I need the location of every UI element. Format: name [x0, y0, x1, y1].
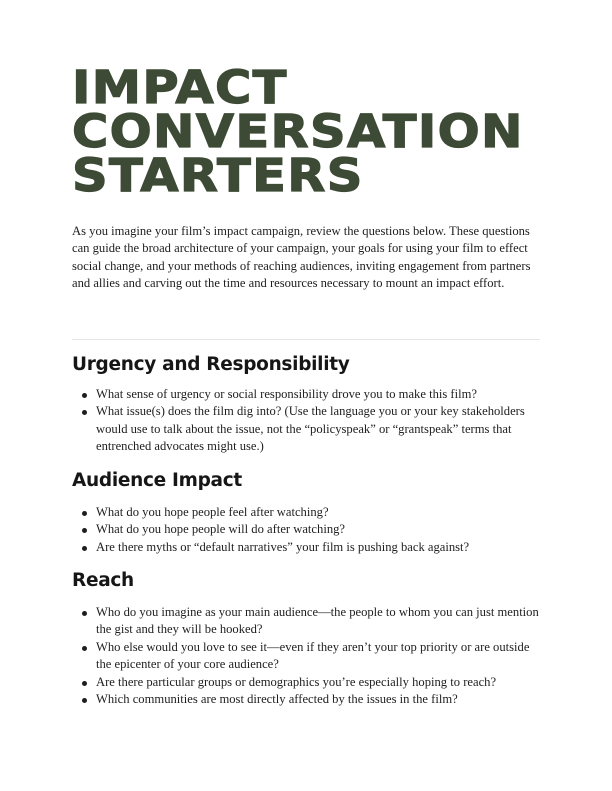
list-item: Who do you imagine as your main audience—the people to whom you can just mention the gist and they will be hooked?	[72, 604, 540, 639]
section-divider	[72, 339, 540, 340]
list-item: Are there particular groups or demographics you’re especially hoping to reach?	[72, 674, 540, 691]
list-item: What do you hope people feel after watching?	[72, 504, 540, 521]
section-reach	[72, 570, 540, 708]
list-item: What do you hope people will do after watching?	[72, 521, 540, 538]
section-heading: Urgency and Responsibility	[72, 354, 350, 375]
section-urgency-and-responsibility	[72, 354, 540, 456]
section-audience-impact	[72, 470, 540, 556]
page-title	[72, 61, 524, 202]
list-item: Which communities are most directly affected by the issues in the film?	[72, 691, 540, 708]
list-item: Are there myths or “default narratives” your film is pushing back against?	[72, 539, 540, 556]
section-heading: Audience Impact	[72, 470, 242, 491]
title-line-3: STARTERS	[72, 149, 364, 202]
question-list	[72, 504, 540, 556]
list-item: What sense of urgency or social responsibility drove you to make this film?	[72, 386, 540, 403]
list-item: Who else would you love to see it—even if they aren’t your top priority or are outside the epicenter of your core audience?	[72, 639, 540, 674]
question-list	[72, 386, 540, 456]
title-line-1: IMPACT	[72, 61, 288, 114]
title-line-2: CONVERSATION	[72, 105, 524, 158]
section-heading: Reach	[72, 570, 134, 591]
list-item: What issue(s) does the film dig into? (Use the language you or your key stakeholders would use to talk about the issue, not the “policyspeak” or “grantspeak” terms that entrenched advocates might use.)	[72, 403, 540, 455]
question-list	[72, 604, 540, 708]
intro-paragraph: As you imagine your film’s impact campaign, review the questions below. These questions can guide the broad architecture of your campaign, your goals for using your film to effect social change, and your methods of reaching audiences, inviting engagement from partners and allies and carving out the time and resources necessary to mount an impact effort.	[72, 224, 531, 291]
